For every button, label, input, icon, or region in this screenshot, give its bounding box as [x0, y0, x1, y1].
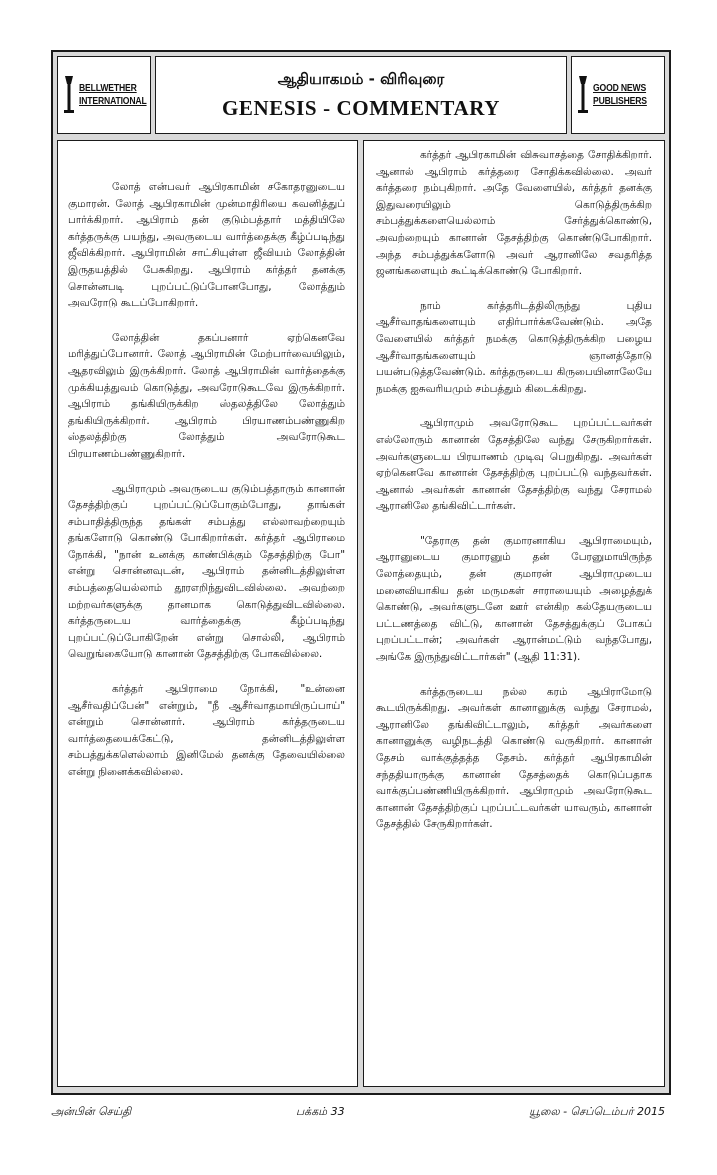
- left-column: [57, 140, 358, 1087]
- paragraph: லோத் என்பவர் ஆபிரகாமின் சகோதரனுடைய குமாரன். லோத் ஆபிரகாமின் முன்மாதிரியை கவனித்துப் பார்க்கிறார். ஆபிராம் தன் குடும்பத்தார் மத்தியிலே கர்த்தருக்கு பயந்து, அவருடைய வார்த்தைக்கு கீழ்ப்படிந்து ஜீவிக்கிறார். ஆபிராமின் சாட்சியுள்ள ஜீவியம் லோத்தின் இருதயத்தில் பேசுகிறது. ஆபிராம் கர்த்தர் தனக்கு சொன்னபடி புறப்பட்டுப்போனபோது, லோத்தும் அவரோடு கூடப்போகிறார்.: [68, 181, 345, 310]
- bellwether-logo: [57, 56, 151, 134]
- footer-magazine-name: அன்பின் செய்தி: [51, 1105, 132, 1118]
- right-logo-line-1: GOOD NEWS: [593, 82, 647, 94]
- paragraph: கர்த்தர் ஆபிராமை நோக்கி, "உன்னை ஆசீர்வதிப்பேன்" என்றும், "நீ ஆசீர்வாதமாயிருப்பாய்" என்றும் சொன்னார். ஆபிராம் கர்த்தருடைய வார்த்தையைக்கேட்டு, தன்னிடத்திலுள்ள சம்பத்துக்களெல்லாம் இனிமேல் தனக்கு தேவையில்லை என்று நினைக்கவில்லை.: [68, 683, 345, 778]
- title-tamil: ஆதியாகமம் - விரிவுரை: [277, 69, 445, 88]
- header: [57, 56, 665, 134]
- paragraph: நாம் கர்த்தரிடத்திலிருந்து புதிய ஆசீர்வாதங்களையும் எதிர்பார்க்கவேண்டும். அதே வேளையில் கர்த்தர் நமக்கு கொடுத்திருக்கிற பழைய ஆசீர்வாதங்களையும் ஞானத்தோடு பயன்படுத்தவேண்டும். கர்த்தருடைய கிருபையினாலேயே நமக்கு ஐசுவரியமும் சம்பத்தும் கிடைக்கிறது.: [376, 299, 652, 395]
- footer-issue-date: யூலை - செப்டெம்பர் 2015: [529, 1105, 665, 1118]
- footer: [51, 1105, 671, 1123]
- right-column: [363, 140, 665, 1087]
- torch-icon: [576, 74, 590, 116]
- title-box: [155, 56, 567, 134]
- footer-page-number: பக்கம் 33: [296, 1105, 345, 1118]
- left-logo-line-1: BELLWETHER: [79, 82, 137, 94]
- title-english: GENESIS - COMMENTARY: [221, 95, 501, 120]
- paragraph: "தேராகு தன் குமாரனாகிய ஆபிராமையும், ஆரானுடைய குமாரனும் தன் பேரனுமாயிருந்த லோத்தையும், தன் குமாரன் ஆபிராமுடைய மனைவியாகிய தன் மருமகள் சாராயையும் அழைத்துக் கொண்டு, அவர்களுடனே ஊர் என்கிற கல்தேயருடைய பட்டணத்தை விட்டு, கானான் தேசத்துக்குப் போகப் புறப்பட்டான்; அவர்கள் ஆரான்மட்டும் வந்தபோது, அங்கே இருந்துவிட்டார்கள்" (ஆதி 11:31).: [376, 534, 652, 664]
- right-logo-line-2: PUBLISHERS: [593, 95, 647, 107]
- paragraph: லோத்தின் தகப்பனார் ஏற்கெனவே மரித்துப்போனார். லோத் ஆபிராமின் மேற்பார்வையிலும், ஆதரவிலும் இருக்கிறார். லோத் ஆபிராமின் வார்த்தைக்கு முக்கியத்துவம் கொடுத்து, அவரோடுகூடவே இருக்கிறார். ஆபிராம் தங்கியிருக்கிற ஸ்தலத்திலே லோத்தும் தங்கியிருக்கிறார். ஆபிராம் பிரயாணம்பண்ணுகிற ஸ்தலத்திற்கு லோத்தும் அவரோடுகூட பிரயாணம்பண்ணுகிறார்.: [68, 331, 345, 460]
- left-logo-line-2: INTERNATIONAL: [79, 95, 147, 107]
- paragraph: கர்த்தருடைய நல்ல கரம் ஆபிராமோடு கூடயிருக்கிறது. அவர்கள் கானானுக்கு வந்து சேராமல், ஆரானிலே தங்கிவிட்டாலும், கர்த்தர் அவர்களை கானானுக்கு வழிநடத்தி கொண்டு வருகிறார். கானான் தேசம் வாக்குத்தத்த தேசம். கர்த்தர் ஆபிரகாமின் சந்ததியாருக்கு கானான் தேசத்தைக் கொடுப்பதாக வாக்குப்பண்ணியிருக்கிறார். ஆபிராமும் அவரோடுகூட கானான் தேசத்திற்குப் புறப்பட்டவர்கள் யாவரும், கானான் தேசத்தில் சேருகிறார்கள்.: [376, 685, 652, 831]
- page-frame: [51, 50, 671, 1095]
- paragraph: கர்த்தர் ஆபிரகாமின் விசுவாசத்தை சோதிக்கிறார். ஆனால் ஆபிராம் கர்த்தரை சோதிக்கவில்லை. அவர் கர்த்தரை நம்புகிறார். அதே வேளையில், கர்த்தர் தனக்கு இதுவரையிலும் கொடுத்திருக்கிற சம்பத்துக்களையெல்லாம் சேர்த்துக்கொண்டு, அவற்றையும் கானான் தேசத்திற்கு கொண்டுபோகிறார். அந்த சம்பத்துக்களோடு அவர் ஆரானிலே சவதரித்த ஜனங்களையும் கூட்டிக்கொண்டு போகிறார்.: [376, 149, 652, 278]
- paragraph: ஆபிராமும் அவருடைய குடும்பத்தாரும் கானான் தேசத்திற்குப் புறப்பட்டுப்போகும்போது, தாங்கள் சம்பாதித்திருந்த தங்கள் சம்பத்து எல்லாவற்றையும் தங்களோடு கொண்டு போகிறார்கள். கர்த்தர் ஆபிராமை நோக்கி, "நான் உனக்கு காண்பிக்கும் தேசத்திற்கு போ" என்று சொன்னவுடன், ஆபிராம் தன்னிடத்திலுள்ள சம்பத்தையெல்லாம் தூரஎறிந்துவிடவில்லை. அவற்றை மற்றவர்களுக்கு தானமாக கொடுத்துவிடவில்லை. கர்த்தருடைய வார்த்தைக்கு கீழ்ப்படிந்து புறப்பட்டுப்போகிறேன் என்று சொல்லி, ஆபிராம் வெறுங்கையோடு கானான் தேசத்திற்கு போகவில்லை.: [68, 482, 345, 661]
- paragraph: ஆபிராமும் அவரோடுகூட புறப்பட்டவர்கள் எல்லோரும் கானான் தேசத்திலே வந்து சேருகிறார்கள். அவர்களுடைய பிரயாணம் முடிவு பெறுகிறது. அவர்கள் ஏற்கெனவே கானான் தேசத்திற்கு புறப்பட்டு வந்தவர்கள். ஆனால் அவர்கள் கானான் தேசத்திற்கு வந்து சேராமல் ஆரானிலே தங்கிவிட்டார்கள்.: [376, 417, 652, 513]
- good-news-logo: [571, 56, 665, 134]
- torch-icon: [62, 74, 76, 116]
